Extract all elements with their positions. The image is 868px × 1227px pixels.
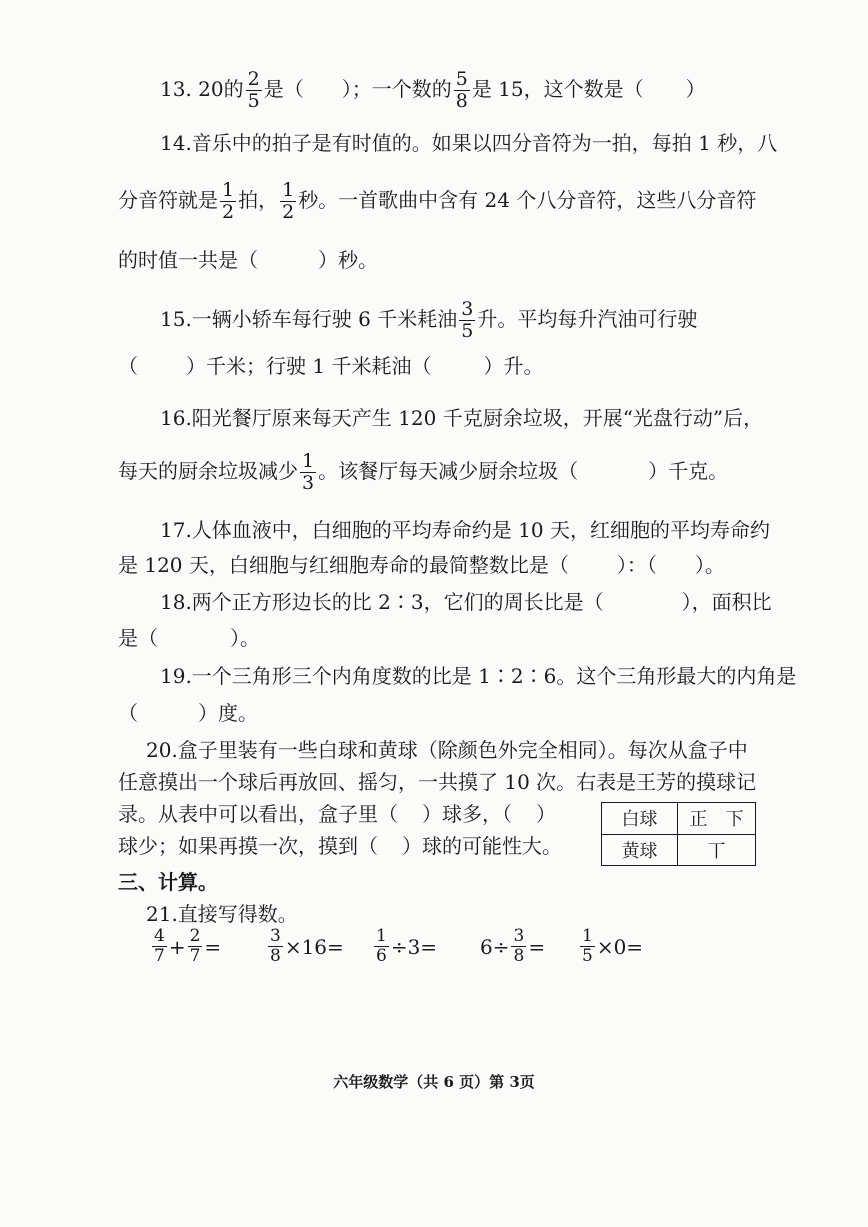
page-footer: 六年级数学（共 6 页）第 3页 bbox=[333, 1073, 535, 1091]
section-heading: 三、计算。 bbox=[118, 870, 218, 894]
tally-table bbox=[601, 802, 756, 866]
question-19-line-2: （ ）度。 bbox=[118, 701, 258, 725]
expression-1: $\frac{4}{7}$ + $\frac{2}{7}$ = bbox=[154, 926, 222, 966]
question-19-line-1: 19.一个三角形三个内角度数的比是 1∶2∶6。这个三角形最大的内角是 bbox=[160, 664, 797, 688]
expression-5: $\frac{1}{5}$ ×0= bbox=[582, 926, 644, 966]
table-row: 黄球 丅 bbox=[602, 834, 756, 866]
question-18-line-2: 是（ ）。 bbox=[118, 626, 260, 650]
expression-3: $\frac{1}{6}$ ÷3= bbox=[376, 926, 438, 966]
question-14-line-1: 14.音乐中的拍子是有时值的。如果以四分音符为一拍，每拍 1 秒，八 bbox=[160, 131, 778, 155]
question-16-line-1: 16.阳光餐厅原来每天产生 120 千克厨余垃圾，开展“光盘行动”后， bbox=[160, 406, 764, 430]
question-20-line-3: 录。从表中可以看出，盒子里（ ）球多，（ ） bbox=[118, 802, 556, 826]
question-15-line-1: 15.一辆小轿车每行驶 6 千米耗油 $\frac{3}{5}$ 升。平均每升汽油可行驶 bbox=[160, 298, 698, 342]
question-17-line-2: 是 120 天，白细胞与红细胞寿命的最简整数比是（ ）：（ ）。 bbox=[118, 553, 725, 577]
expression-4: 6÷ $\frac{3}{8}$ = bbox=[480, 926, 546, 966]
fraction: $\frac{5}{8}$ bbox=[455, 68, 468, 112]
question-20-line-1: 20.盒子里装有一些白球和黄球（除颜色外完全相同）。每次从盒子中 bbox=[146, 738, 748, 762]
question-18-line-1: 18.两个正方形边长的比 2∶3，它们的周长比是（ ），面积比 bbox=[160, 590, 772, 614]
fraction: $\frac{2}{5}$ bbox=[247, 68, 260, 112]
question-21-title: 21.直接写得数。 bbox=[146, 902, 298, 926]
question-14-line-2: 分音符就是 $\frac{1}{2}$ 拍， $\frac{1}{2}$ 秒。一首歌曲中含有 24 个八分音符，这些八分音符 bbox=[118, 179, 757, 223]
question-16-line-2: 每天的厨余垃圾减少 $\frac{1}{3}$ 。该餐厅每天减少厨余垃圾（ ）千克。 bbox=[118, 450, 729, 494]
expression-2: $\frac{3}{8}$ ×16= bbox=[270, 926, 344, 966]
table-row: 白球 正 下 bbox=[602, 803, 756, 835]
question-20-line-2: 任意摸出一个球后再放回、摇匀，一共摸了 10 次。右表是王芳的摸球记 bbox=[118, 770, 757, 794]
question-17-line-1: 17.人体血液中，白细胞的平均寿命约是 10 天，红细胞的平均寿命约 bbox=[160, 518, 770, 542]
question-20-line-4: 球少；如果再摸一次，摸到（ ）球的可能性大。 bbox=[118, 834, 562, 858]
question-13: 13. 20的 $\frac{2}{5}$ 是（ ）；一个数的 $\frac{5}{8}$ 是 15，这个数是（ ） bbox=[160, 68, 706, 112]
question-15-line-2: （ ）千米；行驶 1 千米耗油（ ）升。 bbox=[118, 354, 544, 378]
question-14-line-3: 的时值一共是（ ）秒。 bbox=[118, 248, 378, 272]
